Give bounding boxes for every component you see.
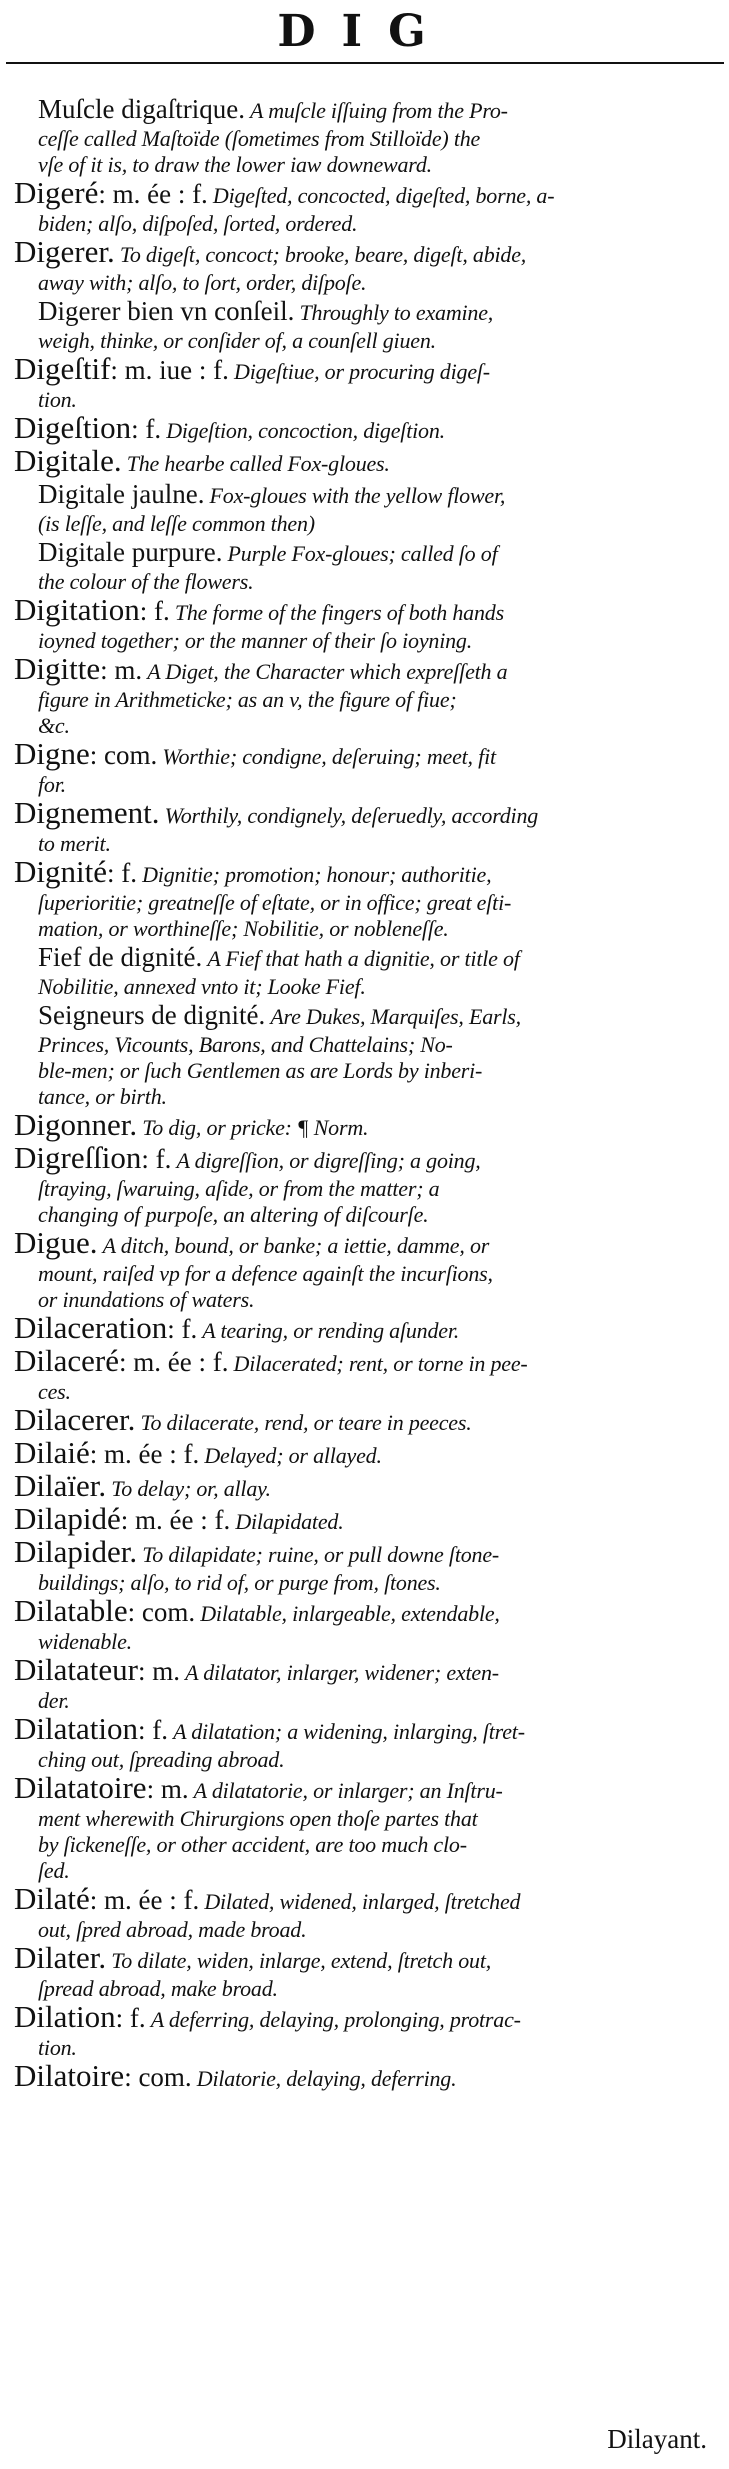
- header-rule: [6, 62, 724, 64]
- dictionary-entry: [14, 656, 718, 739]
- sub-entry: [14, 1002, 718, 1110]
- entry-first-line: [14, 1440, 718, 1471]
- grammar-label: : m. ée : f.: [98, 180, 208, 209]
- headword: Dilatable: [14, 1598, 128, 1628]
- definition: Fox-gloues with the yellow flower,: [209, 483, 506, 508]
- headword: Digitale jaulne.: [38, 481, 205, 509]
- entry-first-line: [14, 741, 718, 772]
- grammar-label: : m. ée : f.: [120, 1506, 231, 1535]
- headword: Digitale purpure.: [38, 539, 223, 567]
- entry-first-line: [14, 1886, 718, 1917]
- definition: Digeſtiue, or procuring digeſ-: [234, 359, 490, 384]
- definition: A deferring, delaying, prolonging, protrac-: [150, 2007, 521, 2032]
- headword: Dilaté: [14, 1886, 90, 1916]
- definition-continuation: Princes, Vicounts, Barons, and Chattelains; No-: [38, 1032, 453, 1057]
- headword: Digue.: [14, 1230, 98, 1260]
- definition-continuation: changing of purpoſe, an altering of diſcourſe.: [38, 1202, 429, 1227]
- definition-continuation: vſe of it is, to draw the lower iaw downeward.: [38, 152, 432, 177]
- entry-first-line: [14, 1315, 718, 1346]
- dictionary-entry: [14, 1230, 718, 1313]
- definition: Dilapidated.: [235, 1509, 344, 1534]
- definition-continuation: out, ſpred abroad, made broad.: [38, 1917, 307, 1942]
- dictionary-entry: [14, 1440, 718, 1471]
- sub-entry: [14, 944, 718, 1000]
- dictionary-entry: [14, 1112, 718, 1143]
- grammar-label: : f.: [115, 2004, 146, 2033]
- entry-first-line: [14, 2004, 718, 2035]
- definition: A Diget, the Character which expreſſeth a: [147, 659, 508, 684]
- entry-first-line: [14, 2063, 718, 2094]
- definition: To digeſt, concoct; brooke, beare, digeſt, abide,: [119, 242, 527, 267]
- dictionary-entry: [14, 1473, 718, 1504]
- definition: Worthie; condigne, deſeruing; meet, fit: [162, 744, 496, 769]
- dictionary-entry: [14, 239, 718, 296]
- dictionary-entry: [14, 1407, 718, 1438]
- dictionary-entry: [14, 1716, 718, 1773]
- definition-continuation: the colour of the flowers.: [38, 569, 254, 594]
- dictionary-entry: [14, 356, 718, 413]
- definition-continuation: biden; alſo, diſpoſed, ſorted, ordered.: [38, 211, 358, 236]
- definition-continuation: &c.: [38, 713, 70, 738]
- dictionary-entry: [14, 415, 718, 446]
- definition-continuation: ſuperioritie; greatneſſe of eſtate, or in office; great eſti-: [38, 890, 512, 915]
- dictionary-entry: [14, 741, 718, 798]
- dictionary-entry: [14, 1348, 718, 1405]
- definition-continuation: ioyned together; or the manner of their ſo ioyning.: [38, 628, 473, 653]
- entry-first-line: [14, 180, 718, 211]
- definition: Dilated, widened, inlarged, ſtretched: [204, 1889, 521, 1914]
- definition: A digreſſion, or digreſſing; a going,: [176, 1148, 481, 1173]
- dictionary-entry: [14, 1775, 718, 1884]
- headword: Dilatation: [14, 1716, 138, 1746]
- entry-first-line: [14, 1348, 718, 1379]
- definition-continuation: Nobilitie, annexed vnto it; Looke Fief.: [38, 974, 366, 999]
- entry-first-line: [14, 656, 718, 687]
- headword: Dilapidé: [14, 1506, 121, 1536]
- grammar-label: : m.: [137, 1657, 180, 1686]
- entry-first-line: [14, 1407, 718, 1438]
- entry-first-line: [14, 1716, 718, 1747]
- definition-continuation: tion.: [38, 2035, 77, 2060]
- grammar-label: : com.: [124, 2063, 192, 2092]
- sub-entry: [14, 298, 718, 354]
- definition: Dilacerated; rent, or torne in pee-: [233, 1351, 528, 1376]
- headword: Dilatatoire: [14, 1775, 147, 1805]
- dictionary-entry: [14, 1539, 718, 1596]
- definition: Dignitie; promotion; honour; authoritie,: [142, 862, 492, 887]
- dictionary-entry: [14, 1886, 718, 1943]
- grammar-label: : m. ée : f.: [118, 1348, 229, 1377]
- running-head: DIG: [277, 6, 452, 57]
- headword: Digitale.: [14, 448, 122, 478]
- definition: Dilatable, inlargeable, extendable,: [200, 1601, 500, 1626]
- grammar-label: : com.: [89, 741, 158, 770]
- headword: Digerer bien vn conſeil.: [38, 298, 295, 326]
- dictionary-entry: [14, 1315, 718, 1346]
- grammar-label: : f.: [139, 597, 170, 626]
- grammar-label: : f.: [137, 1716, 168, 1745]
- headword: Dilation: [14, 2004, 116, 2034]
- entry-first-line: [14, 944, 718, 974]
- entry-first-line: [14, 239, 718, 270]
- headword: Digne: [14, 741, 90, 771]
- definition: A Fief that hath a dignitie, or title of: [207, 946, 520, 971]
- entry-first-line: [14, 1657, 718, 1688]
- grammar-label: : f.: [107, 859, 137, 888]
- dictionary-entry: [14, 800, 718, 857]
- definition: Worthily, condignely, deſeruedly, according: [164, 803, 539, 828]
- definition: Throughly to examine,: [299, 300, 494, 325]
- definition-continuation: der.: [38, 1688, 70, 1713]
- headword: Dilapider.: [14, 1539, 138, 1569]
- catchword: Dilayant.: [607, 2424, 707, 2454]
- grammar-label: : m.: [146, 1775, 189, 1804]
- entry-first-line: [14, 597, 718, 628]
- entry-first-line: [14, 800, 718, 831]
- headword: Dilatateur: [14, 1657, 138, 1687]
- definition-continuation: tance, or birth.: [38, 1084, 167, 1109]
- entry-first-line: [14, 448, 718, 479]
- entry-first-line: [14, 356, 718, 387]
- definition-continuation: away with; alſo, to ſort, order, diſpoſe.: [38, 270, 367, 295]
- definition: A muſcle iſſuing from the Pro-: [250, 98, 508, 123]
- sub-entry: [14, 481, 718, 537]
- headword: Dignité: [14, 859, 107, 889]
- definition: A tearing, or rending aſunder.: [202, 1318, 460, 1343]
- headword: Digitte: [14, 656, 101, 686]
- entry-first-line: [14, 481, 718, 511]
- definition: A dilatator, inlarger, widener; exten-: [185, 1660, 499, 1685]
- definition: To dilate, widen, inlarge, extend, ſtretch out,: [111, 1948, 492, 1973]
- dictionary-entry: [14, 859, 718, 942]
- definition: To delay; or, allay.: [111, 1476, 271, 1501]
- headword: Dilater.: [14, 1945, 107, 1975]
- definition-continuation: for.: [38, 772, 66, 797]
- definition: The hearbe called Fox-gloues.: [126, 451, 390, 476]
- definition-continuation: ſed.: [38, 1858, 70, 1883]
- definition-continuation: buildings; alſo, to rid of, or purge from, ſtones.: [38, 1570, 441, 1595]
- dictionary-entry: [14, 1945, 718, 2002]
- headword: Digeſtion: [14, 415, 132, 445]
- definition-continuation: to merit.: [38, 831, 111, 856]
- dictionary-entry: [14, 2004, 718, 2061]
- definition: To dilapidate; ruine, or pull downe ſtone-: [142, 1542, 500, 1567]
- definition: Digeſted, concocted, digeſted, borne, a-: [212, 183, 555, 208]
- definition: Delayed; or allayed.: [204, 1443, 382, 1468]
- definition: Dilatorie, delaying, deferring.: [196, 2066, 457, 2091]
- grammar-label: : f.: [131, 415, 162, 444]
- grammar-label: : m. ée : f.: [89, 1440, 200, 1469]
- definition-continuation: (is leſſe, and leſſe common then): [38, 511, 315, 536]
- headword: Muſcle digaſtrique.: [38, 96, 245, 124]
- dictionary-entries: [14, 96, 718, 2096]
- definition-continuation: figure in Arithmeticke; as an v, the figure of fiue;: [38, 687, 457, 712]
- headword: Fief de dignité.: [38, 944, 203, 972]
- entry-first-line: [14, 96, 718, 126]
- entry-first-line: [14, 1002, 718, 1032]
- definition-continuation: ceſſe called Maſtoïde (ſometimes from Stilloïde) the: [38, 126, 481, 151]
- definition-continuation: by ſickeneſſe, or other accident, are too much clo-: [38, 1832, 467, 1857]
- definition-continuation: ble-men; or ſuch Gentlemen as are Lords by inberi-: [38, 1058, 483, 1083]
- entry-first-line: [14, 539, 718, 569]
- headword: Digreſſion: [14, 1145, 142, 1175]
- definition-continuation: ſpread abroad, make broad.: [38, 1976, 278, 2001]
- entry-first-line: [14, 1775, 718, 1806]
- dictionary-entry: [14, 1145, 718, 1228]
- definition-continuation: ment wherewith Chirurgions open thoſe partes that: [38, 1806, 478, 1831]
- dictionary-entry: [14, 180, 718, 237]
- definition: A dilatatorie, or inlarger; an Inſtru-: [193, 1778, 503, 1803]
- entry-first-line: [14, 1506, 718, 1537]
- headword: Dignement.: [14, 800, 160, 830]
- dictionary-entry: [14, 1657, 718, 1714]
- sub-entry: [14, 539, 718, 595]
- headword: Dilaceration: [14, 1315, 168, 1345]
- definition-continuation: or inundations of waters.: [38, 1287, 255, 1312]
- headword: Dilaïer.: [14, 1473, 107, 1503]
- grammar-label: : f.: [141, 1145, 172, 1174]
- dictionary-entry: [14, 1506, 718, 1537]
- entry-first-line: [14, 298, 718, 328]
- entry-first-line: [14, 859, 718, 890]
- definition-continuation: weigh, thinke, or conſider of, a counſell giuen.: [38, 328, 436, 353]
- definition: A dilatation; a widening, inlarging, ſtret-: [173, 1719, 525, 1744]
- grammar-label: : m.: [100, 656, 143, 685]
- entry-first-line: [14, 1598, 718, 1629]
- definition: Purple Fox-gloues; called ſo of: [227, 541, 498, 566]
- definition-continuation: ces.: [38, 1379, 71, 1404]
- dictionary-entry: [14, 1598, 718, 1655]
- definition-continuation: mount, raiſed vp for a defence againſt the incurſions,: [38, 1261, 493, 1286]
- definition-continuation: ching out, ſpreading abroad.: [38, 1747, 285, 1772]
- entry-first-line: [14, 1112, 718, 1143]
- grammar-label: : m. iue : f.: [110, 356, 229, 385]
- definition-continuation: widenable.: [38, 1629, 132, 1654]
- headword: Digeſtif: [14, 356, 111, 386]
- dictionary-entry: [14, 2063, 718, 2094]
- definition-continuation: mation, or worthineſſe; Nobilitie, or nobleneſſe.: [38, 916, 449, 941]
- headword: Dilatoire: [14, 2063, 125, 2093]
- sub-entry: [14, 96, 718, 178]
- definition: To dig, or pricke: ¶ Norm.: [142, 1115, 369, 1140]
- entry-first-line: [14, 1539, 718, 1570]
- headword: Digitation: [14, 597, 140, 627]
- headword: Dilaié: [14, 1440, 90, 1470]
- grammar-label: : m. ée : f.: [89, 1886, 200, 1915]
- page-header: [0, 0, 729, 70]
- entry-first-line: [14, 415, 718, 446]
- headword: Dilaceré: [14, 1348, 119, 1378]
- entry-first-line: [14, 1230, 718, 1261]
- definition: Are Dukes, Marquiſes, Earls,: [270, 1004, 521, 1029]
- grammar-label: : f.: [167, 1315, 198, 1344]
- definition-continuation: tion.: [38, 387, 77, 412]
- headword: Seigneurs de dignité.: [38, 1002, 266, 1030]
- headword: Digeré: [14, 180, 99, 210]
- definition: To dilacerate, rend, or teare in peeces.: [140, 1410, 472, 1435]
- definition: A ditch, bound, or banke; a iettie, damme, or: [102, 1233, 490, 1258]
- definition: Digeſtion, concoction, digeſtion.: [166, 418, 445, 443]
- entry-first-line: [14, 1473, 718, 1504]
- dictionary-entry: [14, 448, 718, 479]
- definition-continuation: ſtraying, ſwaruing, aſide, or from the matter; a: [38, 1176, 440, 1201]
- definition: The forme of the fingers of both hands: [174, 600, 504, 625]
- dictionary-entry: [14, 597, 718, 654]
- headword: Digerer.: [14, 239, 115, 269]
- entry-first-line: [14, 1945, 718, 1976]
- entry-first-line: [14, 1145, 718, 1176]
- headword: Dilacerer.: [14, 1407, 136, 1437]
- headword: Digonner.: [14, 1112, 138, 1142]
- grammar-label: : com.: [127, 1598, 196, 1627]
